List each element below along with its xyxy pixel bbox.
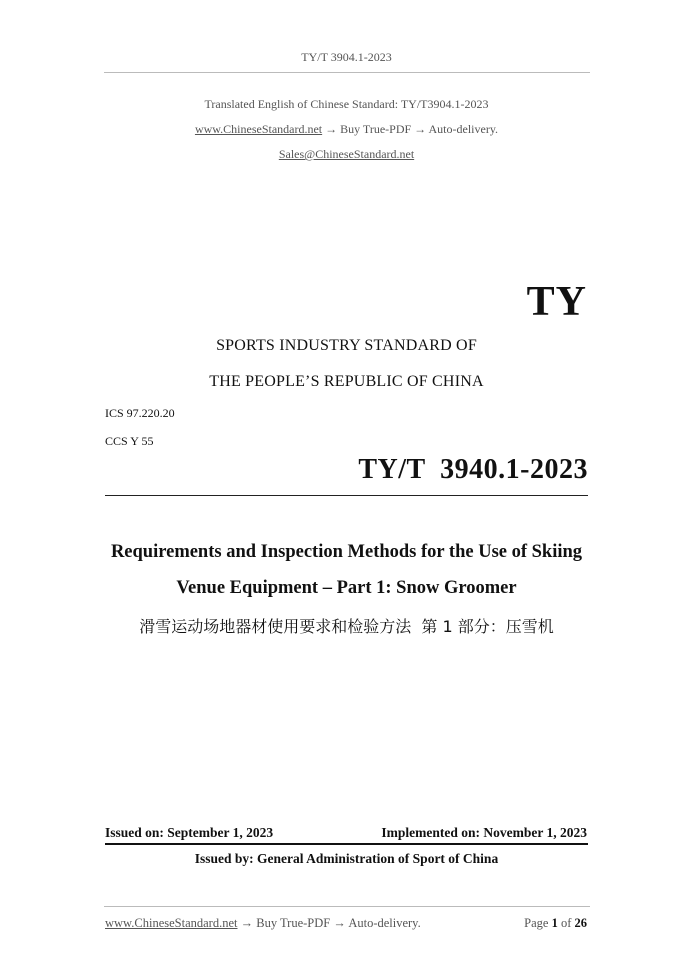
page-total: 26 (574, 916, 587, 930)
site-link[interactable]: www.ChineseStandard.net (194, 122, 323, 136)
arrow-icon: → (240, 916, 254, 930)
of-word: of (560, 916, 572, 930)
title-divider (105, 495, 588, 496)
title-en-line-1: Requirements and Inspection Methods for the Use of Skiing (110, 542, 583, 562)
delivery-text: Auto-delivery. (428, 122, 499, 136)
issued-on: Issued on: September 1, 2023 (105, 825, 274, 840)
issued-by: Issued by: General Administration of Sport of China (194, 851, 499, 866)
page-indicator (524, 916, 587, 931)
issue-divider (105, 843, 588, 845)
translated-note: Translated English of Chinese Standard: TY/T3904.1-2023 (204, 97, 489, 111)
buy-text: Buy True-PDF (340, 122, 412, 136)
page-number: 1 (551, 916, 558, 930)
running-header: TY/T 3904.1-2023 (301, 50, 392, 64)
footer-buy-text: Buy True-PDF (256, 916, 331, 930)
ics-code: ICS 97.220.20 (105, 406, 175, 420)
email-link[interactable]: Sales@ChineseStandard.net (278, 147, 415, 161)
footer-divider (104, 906, 590, 907)
standard-category: TY (526, 279, 587, 325)
header-divider (104, 72, 590, 73)
industry-line-1: SPORTS INDUSTRY STANDARD OF (216, 337, 477, 354)
footer-delivery-text: Auto-delivery. (348, 916, 421, 930)
industry-line-2: THE PEOPLE’S REPUBLIC OF CHINA (209, 373, 484, 390)
arrow-icon: → (333, 916, 346, 930)
standard-number: TY/T 3940.1-2023 (358, 454, 588, 485)
page-word: Page (524, 916, 549, 930)
footer-promo (105, 916, 421, 931)
email-line (0, 147, 693, 162)
title-cn: 滑雪运动场地器材使用要求和检验方法 第 1 部分：压雪机 (139, 617, 554, 636)
footer-site-link[interactable]: www.ChineseStandard.net (105, 916, 238, 930)
implemented-on: Implemented on: November 1, 2023 (381, 825, 587, 840)
arrow-icon: → (325, 122, 338, 136)
title-en-line-2: Venue Equipment – Part 1: Snow Groomer (176, 578, 517, 598)
promo-line (0, 122, 693, 137)
ccs-code: CCS Y 55 (105, 434, 154, 448)
arrow-icon: → (414, 122, 427, 136)
